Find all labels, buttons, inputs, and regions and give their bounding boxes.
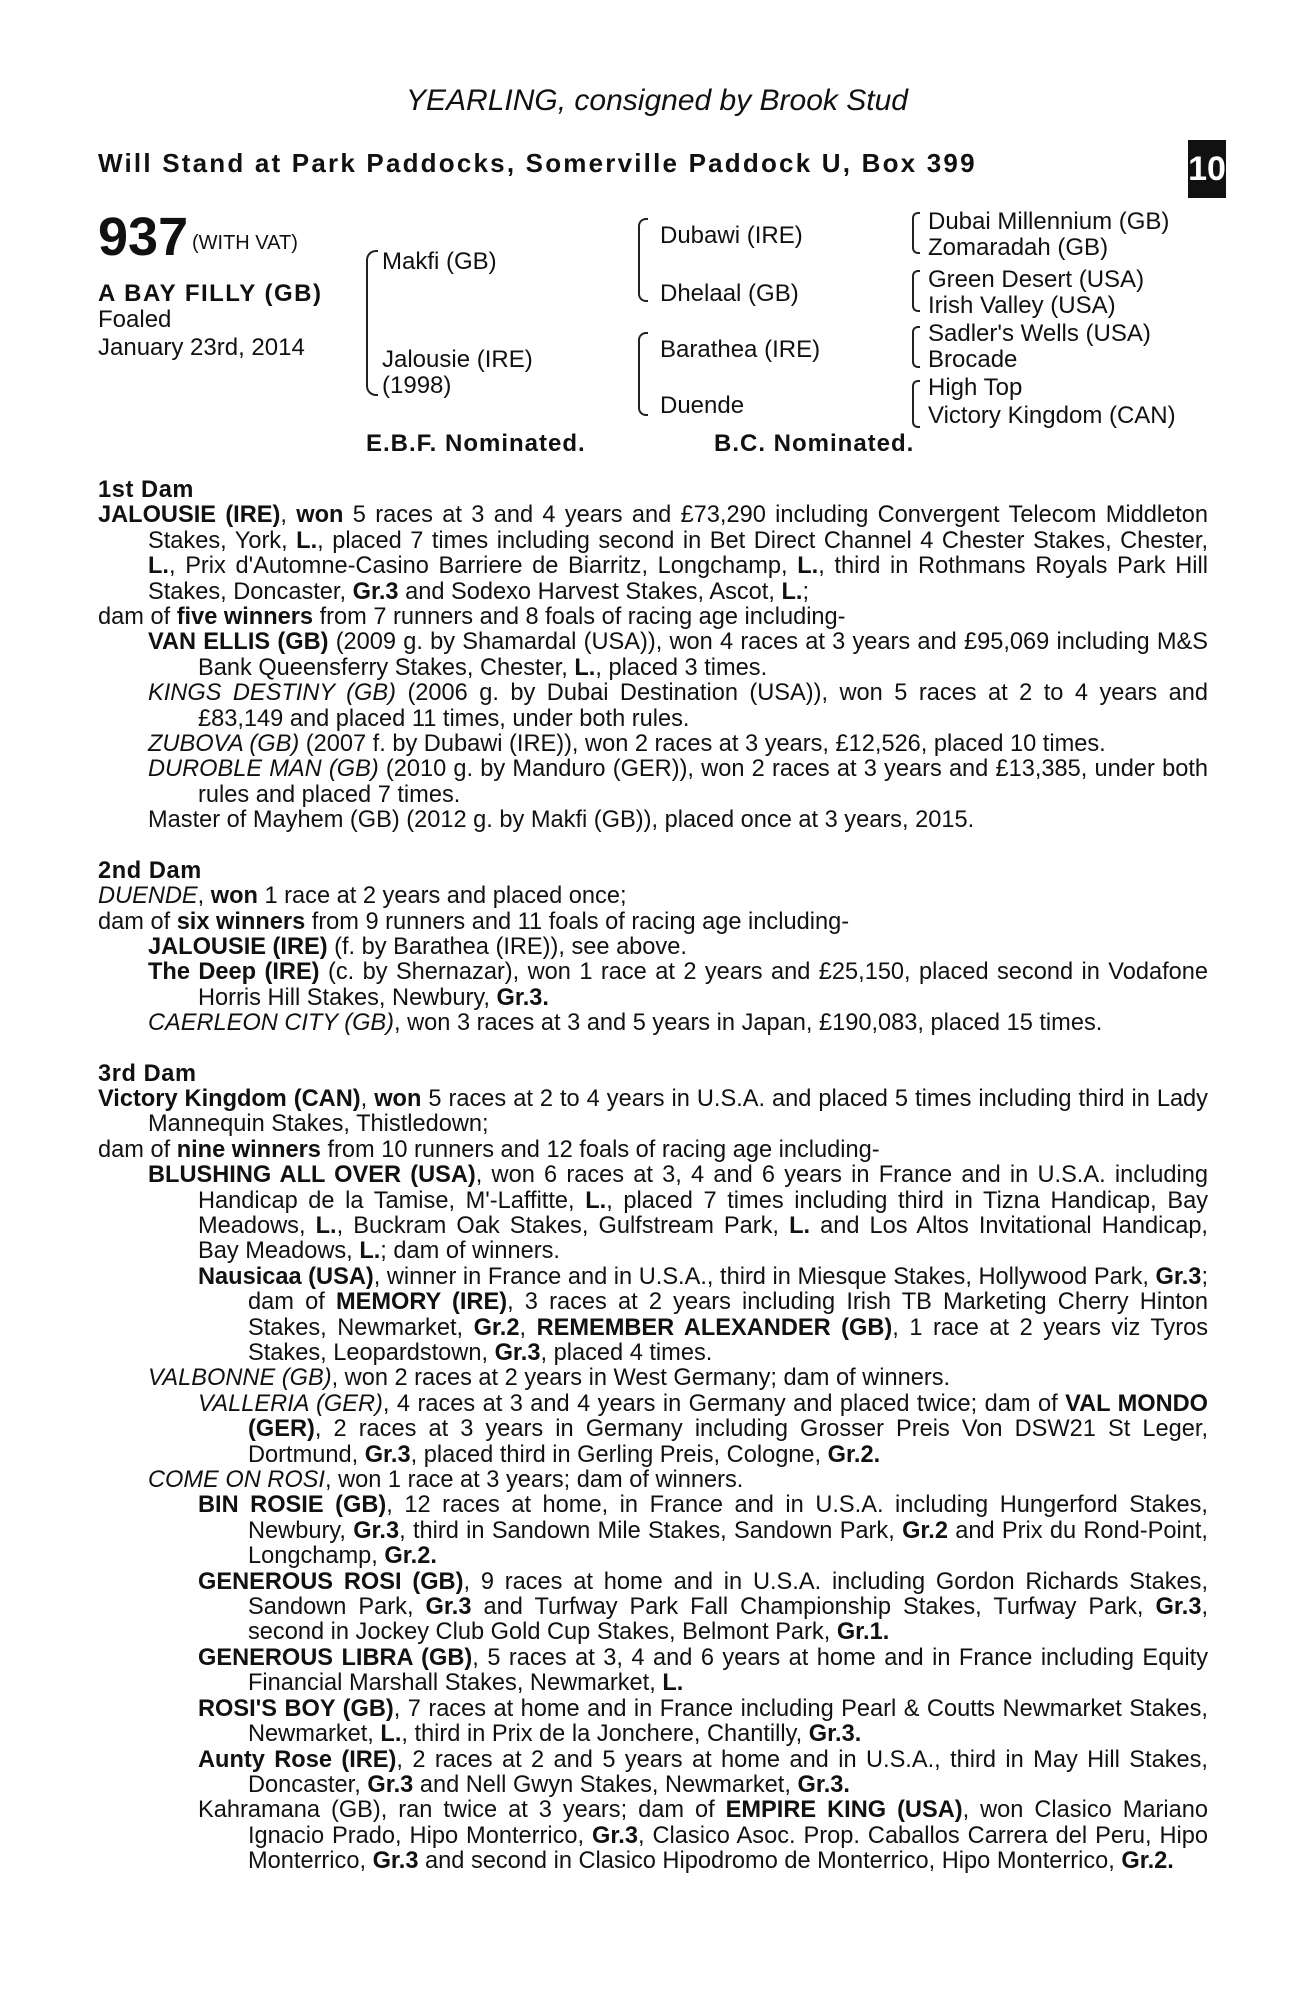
produce-entry: VALBONNE (GB), won 2 races at 2 years in West Germany; dam of winners. [148,1365,951,1392]
produce-entry: CAERLEON CITY (GB), won 3 races at 3 and 5 years in Japan, £190,083, placed 15 times. [148,1010,1103,1037]
horse-name: ROSI'S BOY (GB) [198,1695,394,1722]
horse-name: CAERLEON CITY (GB) [148,1010,395,1037]
horse-name: VAN ELLIS (GB) [148,629,329,656]
horse-name: GENEROUS ROSI (GB) [198,1568,464,1595]
grandsire-1: Dubai Millennium (GB) [928,208,1170,235]
sire-sire: Dubawi (IRE) [660,222,803,249]
produce-entry: BIN ROSIE (GB), 12 races at home, in France and in U.S.A. including Hungerford Stakes, Newbury, Gr.3, third in Sandown Mile Stakes, Sandown Park, Gr.2 and Prix du Rond-Point, Longchamp, Gr.2. [198,1492,1208,1570]
horse-name: JALOUSIE (IRE) [148,933,328,960]
dam2-record: DUENDE, won 1 race at 2 years and placed once; [98,883,627,910]
produce-entry: KINGS DESTINY (GB) (2006 g. by Dubai Destination (USA)), won 5 races at 2 to 4 years and £83,149 and placed 11 times, under both rules. [148,680,1208,732]
horse-name: GENEROUS LIBRA (GB) [198,1644,473,1671]
granddam-4: Victory Kingdom (CAN) [928,402,1176,429]
horse-name: The Deep (IRE) [148,959,320,986]
produce-entry: JALOUSIE (IRE) (f. by Barathea (IRE)), see above. [148,933,687,960]
foaled-date: January 23rd, 2014 [98,334,305,361]
produce-entry: ROSI'S BOY (GB), 7 races at home and in France including Pearl & Coutts Newmarket Stakes, Newmarket, L., third in Prix de la Jonchere, Chantilly, Gr.3. [198,1695,1208,1748]
horse-name: DUENDE [98,883,198,910]
pedigree-brace [912,212,920,254]
pedigree-brace [366,250,378,396]
horse-name: COME ON ROSI [148,1467,325,1494]
dam-sire: Barathea (IRE) [660,336,821,363]
foaled-label: Foaled [98,306,172,333]
produce-entry: GENEROUS ROSI (GB), 9 races at home and in U.S.A. including Gordon Richards Stakes, Sandown Park, Gr.3 and Turfway Park Fall Championship Stakes, Turfway Park, Gr.3, second in Jockey Club Gold Cup Stakes, Belmont Park, Gr.1. [198,1568,1209,1646]
horse-name: Victory Kingdom (CAN) [98,1085,361,1112]
horse-name: JALOUSIE (IRE) [98,502,281,529]
lot-title: A BAY FILLY (GB) [98,280,323,307]
produce-entry: DUROBLE MAN (GB) (2010 g. by Manduro (GER)), won 2 races at 3 years and £13,385, under both rules and placed 7 times. [148,756,1208,808]
sire-dam: Dhelaal (GB) [660,280,799,307]
horse-name: ZUBOVA (GB) [148,731,300,758]
produce-entry: BLUSHING ALL OVER (USA), won 6 races at 3, 4 and 6 years in France and in U.S.A. including Handicap de la Tamise, M'-Laffitte, L., placed 7 times including third in Tizna Handicap, Bay Meadows, L., Buckram Oak Stakes, Gulfstream Park, L. and Los Altos Invitational Handicap, Bay Meadows, L.; dam of winners. [148,1162,1208,1265]
won-label: won [210,883,258,910]
section-heading: 2nd Dam [98,857,202,884]
horse-name: Nausicaa (USA) [198,1263,374,1290]
pedigree-brace [638,332,648,416]
lot-number: 937 [98,207,189,267]
horse-name: VALLERIA (GER) [198,1390,383,1417]
sire: Makfi (GB) [382,248,497,275]
bc-nomination: B.C. Nominated. [714,430,915,457]
horse-name: KINGS DESTINY (GB) [148,680,396,707]
dam-year: (1998) [382,372,452,399]
horse-name: Aunty Rose (IRE) [198,1746,397,1773]
produce-entry: Nausicaa (USA), winner in France and in U.S.A., third in Miesque Stakes, Hollywood Park, Gr.3; dam of MEMORY (IRE), 3 races at 2 years including Irish TB Marketing Cherry Hinton Stakes, Newmarket, Gr.2, REMEMBER ALEXANDER (GB), 1 race at 2 years viz Tyros Stakes, Leopardstown, Gr.3, placed 4 times. [198,1263,1209,1366]
grandsire-3: Sadler's Wells (USA) [928,320,1151,347]
pedigree-brace [638,218,648,302]
catalogue-badge: 10 [1188,140,1226,198]
pedigree-brace [912,326,920,368]
won-label: won [296,502,344,529]
dam-dam: Duende [660,392,745,419]
dam3-record: Victory Kingdom (CAN), won 5 races at 2 to 4 years in U.S.A. and placed 5 times including third in Lady Mannequin Stakes, Thistledown; [98,1085,1208,1138]
pedigree-brace [912,270,920,312]
produce-entry: VALLERIA (GER), 4 races at 3 and 4 years in Germany and placed twice; dam of VAL MONDO (GER), 2 races at 3 years in Germany including Grosser Preis Von DSW21 St Leger, Dortmund, Gr.3, placed third in Gerling Preis, Cologne, Gr.2. [198,1390,1208,1468]
dam2-produce-summary: dam of six winners from 9 runners and 11 foals of racing age including- [98,908,850,935]
stand-location: Will Stand at Park Paddocks, Somerville Paddock U, Box 399 [98,148,977,178]
dam1-produce-summary: dam of five winners from 7 runners and 8 foals of racing age including- [98,604,846,631]
consignment-title: YEARLING, consigned by Brook Stud [406,84,908,117]
produce-entry: COME ON ROSI, won 1 race at 3 years; dam of winners. [148,1467,744,1494]
ebf-nomination: E.B.F. Nominated. [366,430,586,457]
granddam-2: Irish Valley (USA) [928,292,1116,319]
produce-entry: Aunty Rose (IRE), 2 races at 2 and 5 years at home and in U.S.A., third in May Hill Stakes, Doncaster, Gr.3 and Nell Gwyn Stakes, Newmarket, Gr.3. [198,1746,1208,1798]
produce-entry: The Deep (IRE) (c. by Shernazar), won 1 race at 2 years and £25,150, placed second in Vodafone Horris Hill Stakes, Newbury, Gr.3. [148,959,1209,1011]
section-heading: 3rd Dam [98,1060,197,1087]
produce-entry: ZUBOVA (GB) (2007 f. by Dubawi (IRE)), won 2 races at 3 years, £12,526, placed 10 times. [148,731,1106,758]
dam1-record: JALOUSIE (IRE), won 5 races at 3 and 4 years and £73,290 including Convergent Telecom Middleton Stakes, York, L., placed 7 times including second in Bet Direct Channel 4 Chester Stakes, Chester, L., Prix d'Automne-Casino Barriere de Biarritz, Longchamp, L., third in Rothmans Royals Park Hill Stakes, Doncaster, Gr.3 and Sodexo Harvest Stakes, Ascot, L.; [98,502,1209,605]
granddam-3: Brocade [928,346,1018,373]
grandsire-4: High Top [928,374,1023,401]
won-label: won [374,1085,422,1112]
granddam-1: Zomaradah (GB) [928,234,1109,261]
dam3-produce-summary: dam of nine winners from 10 runners and 12 foals of racing age including- [98,1136,880,1163]
pedigree-brace [912,380,920,428]
produce-entry: Kahramana (GB), ran twice at 3 years; dam of EMPIRE KING (USA), won Clasico Mariano Ignacio Prado, Hipo Monterrico, Gr.3, Clasico Asoc. Prop. Caballos Carrera del Peru, Hipo Monterrico, Gr.3 and second in Clasico Hipodromo de Monterrico, Hipo Monterrico, Gr.2. [198,1797,1208,1875]
produce-entry: Master of Mayhem (GB) (2012 g. by Makfi (GB)), placed once at 3 years, 2015. [148,807,975,834]
lot-vat: (WITH VAT) [192,232,298,254]
produce-entry: VAN ELLIS (GB) (2009 g. by Shamardal (USA)), won 4 races at 3 years and £95,069 including M&S Bank Queensferry Stakes, Chester, L., placed 3 times. [148,629,1208,681]
horse-name: DUROBLE MAN (GB) [148,756,379,783]
produce-entry: GENEROUS LIBRA (GB), 5 races at 3, 4 and 6 years at home and in France including Equity Financial Marshall Stakes, Newmarket, L. [198,1644,1208,1697]
horse-name: VALBONNE (GB) [148,1365,332,1392]
catalogue-body [98,478,1208,1875]
grandsire-2: Green Desert (USA) [928,266,1145,293]
horse-name: BLUSHING ALL OVER (USA) [148,1162,476,1189]
horse-name: BIN ROSIE (GB) [198,1492,387,1519]
dam: Jalousie (IRE) [382,346,533,373]
section-heading: 1st Dam [98,477,194,503]
